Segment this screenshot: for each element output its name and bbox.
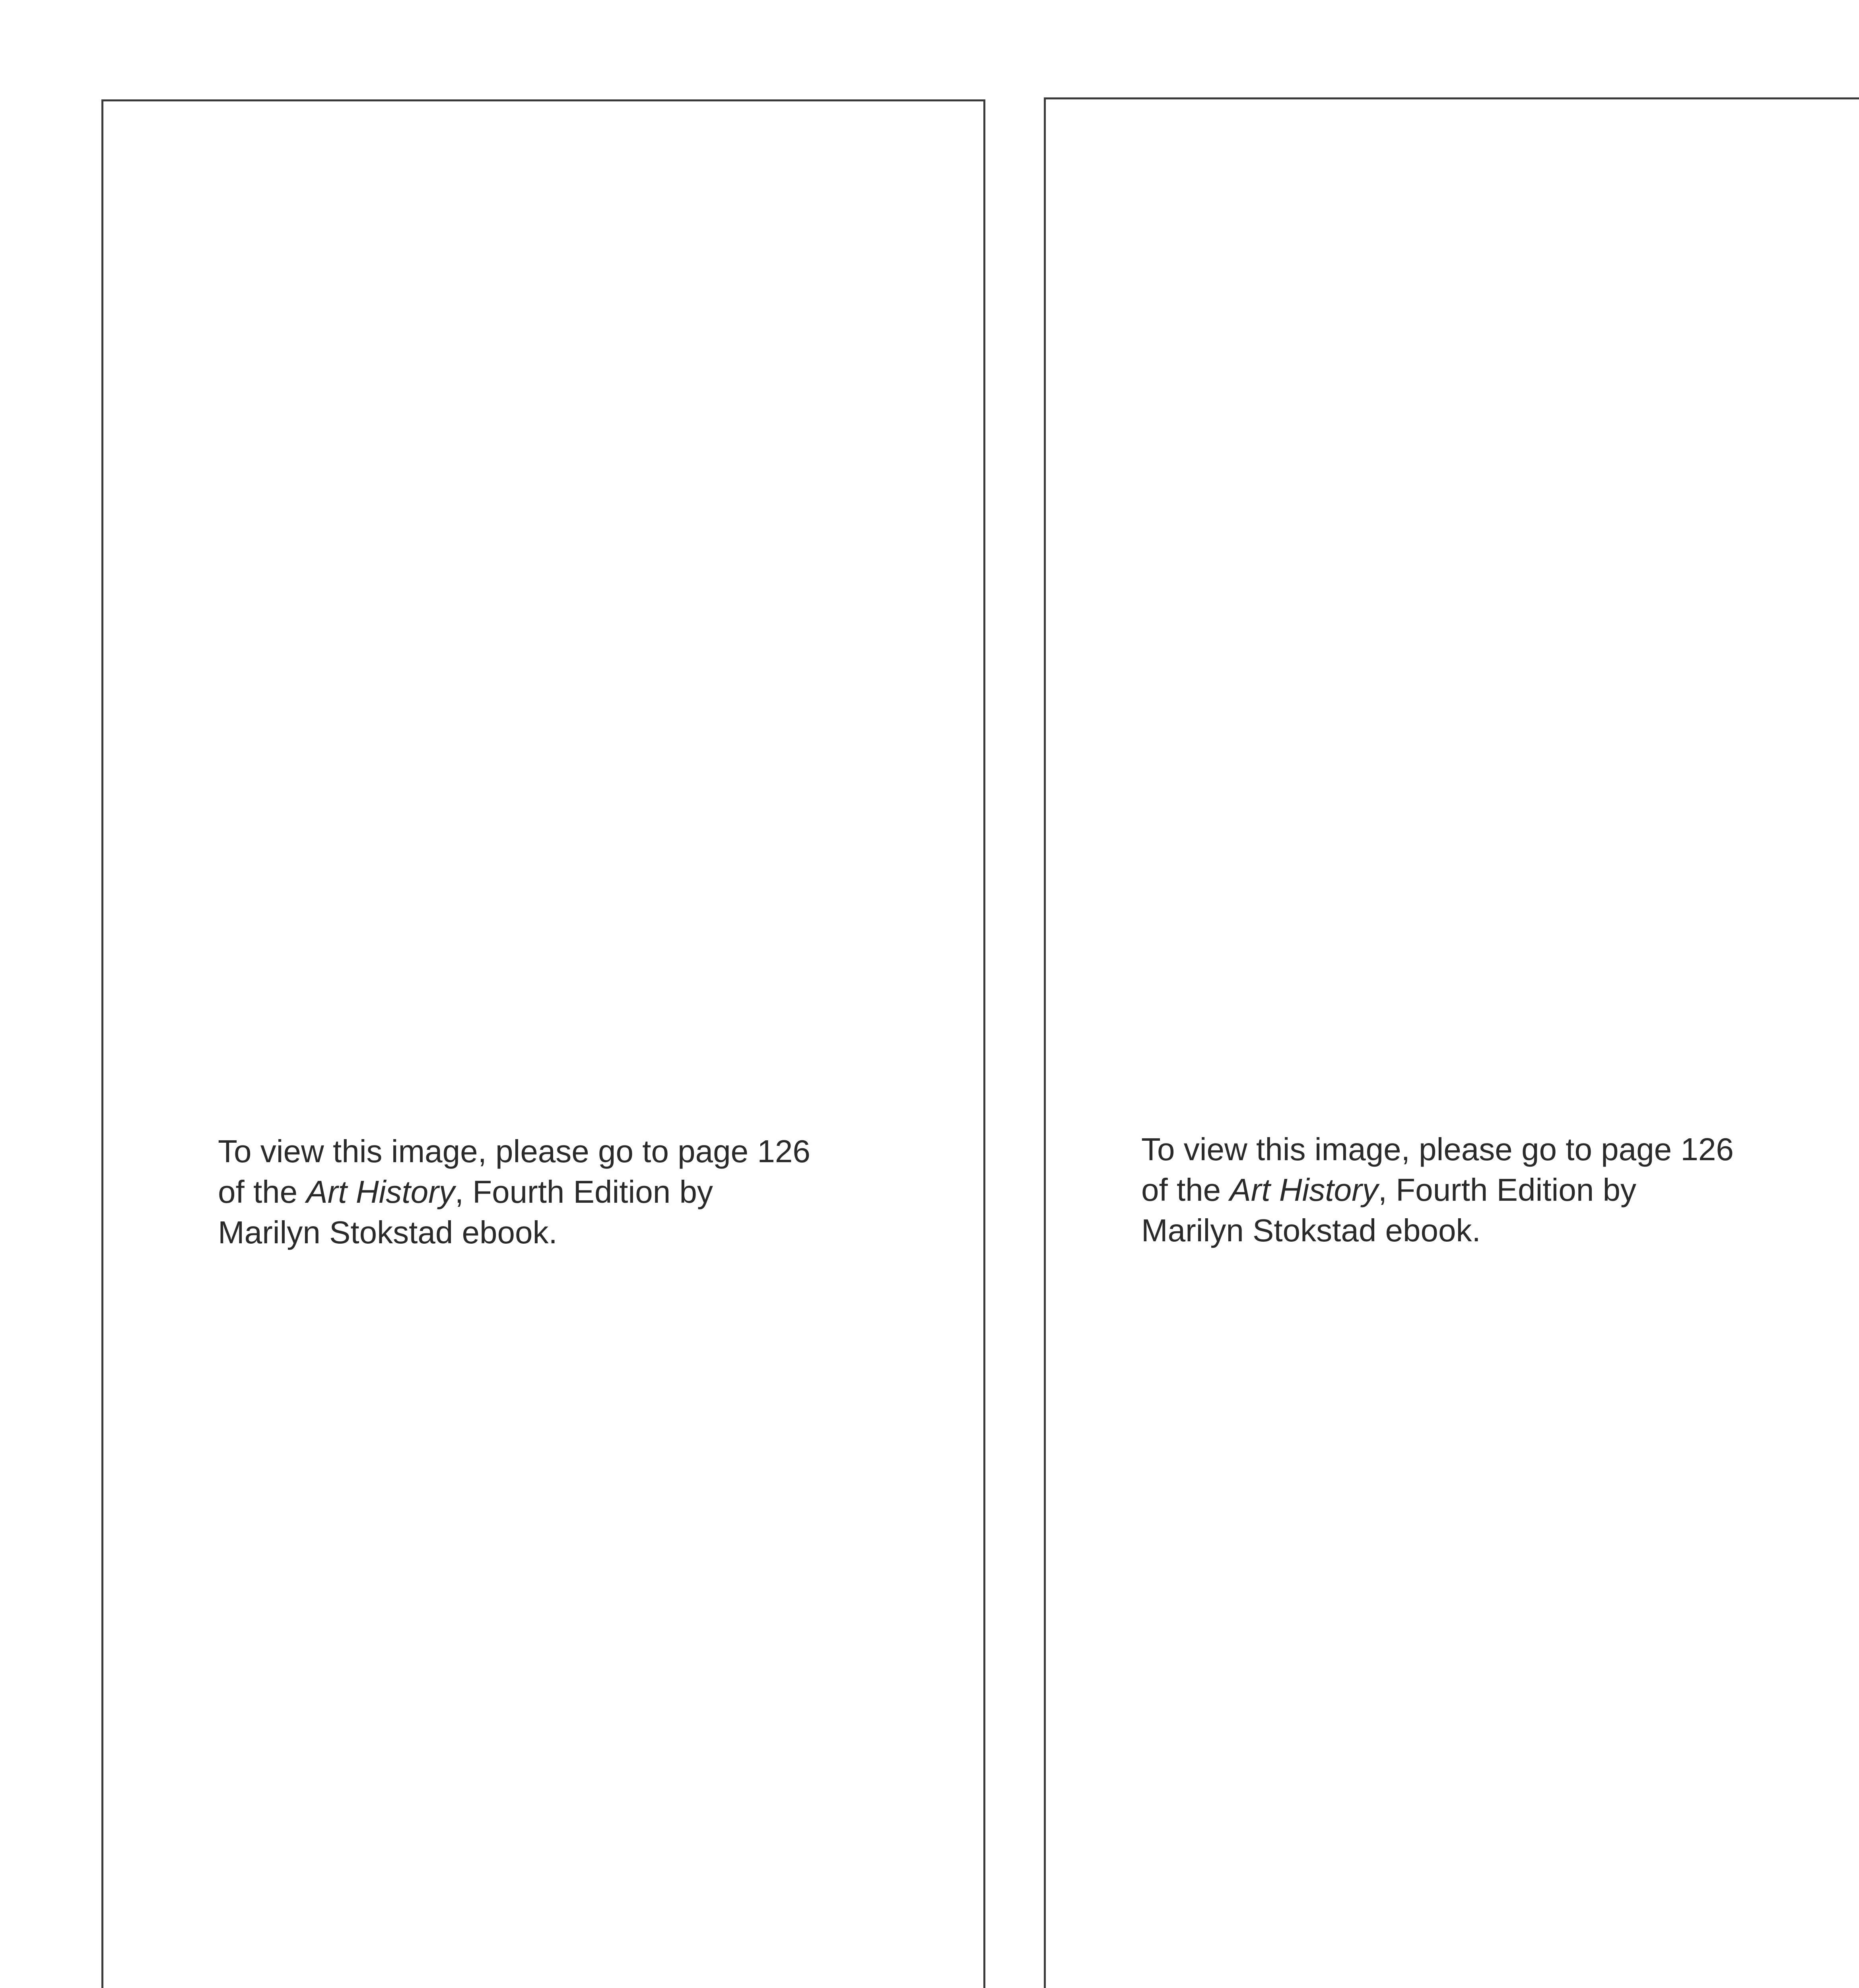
note-line-2 [218, 1172, 810, 1212]
note-suffix: , Fourth Edition by [1378, 1172, 1636, 1208]
note-prefix: of the [218, 1174, 307, 1209]
note-line-3: Marilyn Stokstad ebook. [1141, 1213, 1481, 1248]
note-prefix: of the [1141, 1172, 1230, 1208]
placeholder-note-left [218, 1131, 810, 1253]
note-line-2 [1141, 1170, 1734, 1210]
placeholder-note-right [1141, 1129, 1734, 1251]
book-title: Art History [1230, 1172, 1378, 1208]
note-line-3: Marilyn Stokstad ebook. [218, 1215, 558, 1250]
book-title: Art History [306, 1174, 455, 1209]
note-line-1: To view this image, please go to page 126 [218, 1134, 810, 1169]
image-placeholder-left [101, 99, 985, 1988]
note-line-1: To view this image, please go to page 126 [1141, 1132, 1734, 1167]
image-placeholder-right [1044, 97, 1859, 1988]
note-suffix: , Fourth Edition by [455, 1174, 713, 1209]
